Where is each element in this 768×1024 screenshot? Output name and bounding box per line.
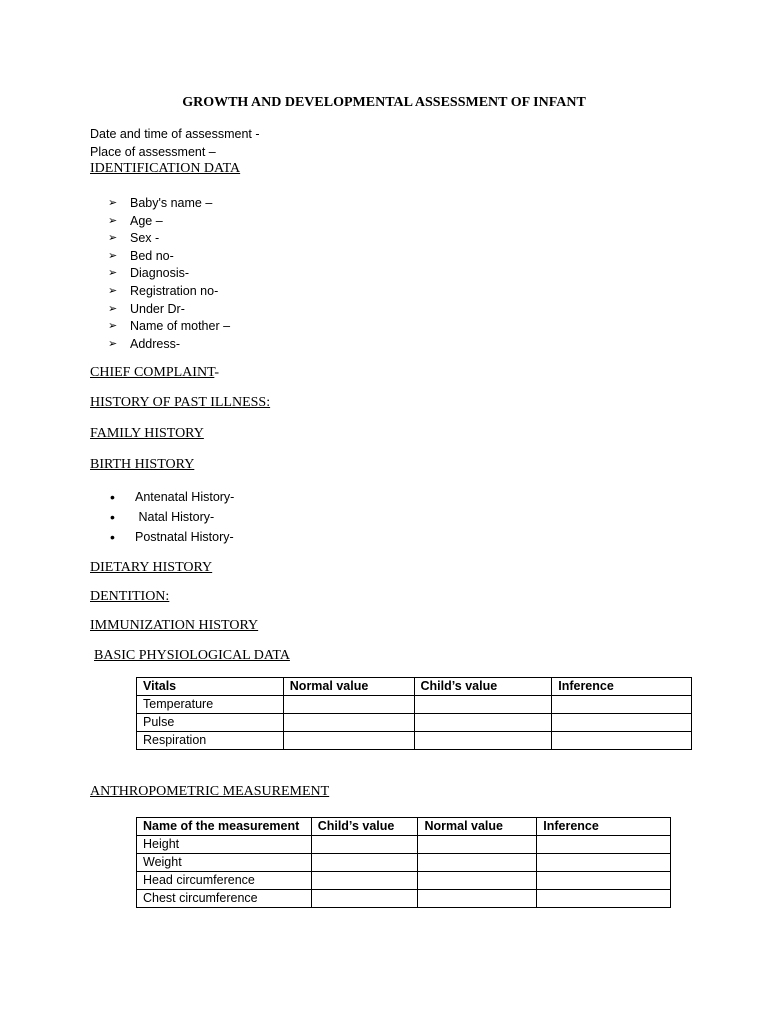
bullet-dot-icon: •	[110, 509, 115, 525]
list-item: ➢ Baby's name –	[108, 195, 230, 213]
table-cell	[311, 872, 418, 890]
table-cell	[537, 836, 671, 854]
list-item: • Postnatal History-	[110, 529, 234, 545]
table-cell	[283, 696, 414, 714]
family-history-heading: FAMILY HISTORY	[90, 426, 204, 441]
list-item: ➢ Bed no-	[108, 248, 230, 266]
table-header-row	[137, 678, 692, 696]
arrow-bullet-icon: ➢	[108, 249, 118, 262]
bullet-dot-icon: •	[110, 529, 115, 545]
chief-complaint-heading: CHIEF COMPLAINT-	[90, 365, 220, 380]
immunization-heading: IMMUNIZATION HISTORY	[90, 618, 259, 633]
arrow-bullet-icon: ➢	[108, 232, 118, 245]
table-cell	[414, 714, 552, 732]
table-cell	[418, 890, 537, 908]
basic-physiological-heading: BASIC PHYSIOLOGICAL DATA	[94, 648, 290, 663]
table-cell: Head circumference	[137, 872, 312, 890]
table-cell	[418, 872, 537, 890]
table-cell	[418, 836, 537, 854]
arrow-bullet-icon: ➢	[108, 320, 118, 333]
table-row	[137, 714, 692, 732]
table-row	[137, 732, 692, 750]
birth-history-list	[110, 487, 234, 547]
anthropometric-table	[136, 817, 671, 908]
table-cell	[283, 732, 414, 750]
table-cell	[414, 696, 552, 714]
table-cell: Height	[137, 836, 312, 854]
table-cell: Respiration	[137, 732, 284, 750]
table-header-cell: Vitals	[137, 678, 284, 696]
table-cell: Temperature	[137, 696, 284, 714]
arrow-bullet-icon: ➢	[108, 337, 118, 350]
dietary-history-heading: DIETARY HISTORY	[90, 560, 213, 575]
birth-history-heading: BIRTH HISTORY	[90, 457, 195, 472]
identification-heading: IDENTIFICATION DATA	[90, 161, 241, 176]
table-header-row	[137, 818, 671, 836]
table-cell	[311, 854, 418, 872]
list-item: ➢ Diagnosis-	[108, 265, 230, 283]
table-cell: Chest circumference	[137, 890, 312, 908]
arrow-bullet-icon: ➢	[108, 284, 118, 297]
table-cell	[552, 714, 692, 732]
table-header-cell: Normal value	[418, 818, 537, 836]
dentition-heading: DENTITION:	[90, 589, 170, 604]
list-item: ➢ Under Dr-	[108, 301, 230, 319]
list-item: ➢ Registration no-	[108, 283, 230, 301]
table-header-cell: Child’s value	[311, 818, 418, 836]
anthropometric-heading: ANTHROPOMETRIC MEASUREMENT	[90, 784, 330, 799]
table-cell	[552, 732, 692, 750]
table-header-cell: Normal value	[283, 678, 414, 696]
arrow-bullet-icon: ➢	[108, 302, 118, 315]
table-header-cell: Name of the measurement	[137, 818, 312, 836]
bullet-dot-icon: •	[110, 489, 115, 505]
list-item: ➢ Name of mother –	[108, 318, 230, 336]
table-cell	[537, 890, 671, 908]
table-cell	[537, 872, 671, 890]
page-title: GROWTH AND DEVELOPMENTAL ASSESSMENT OF INFANT	[182, 95, 586, 110]
past-illness-heading: HISTORY OF PAST ILLNESS:	[90, 395, 271, 410]
table-row	[137, 890, 671, 908]
table-cell	[311, 890, 418, 908]
table-cell	[552, 696, 692, 714]
identification-list	[108, 195, 230, 353]
table-header-cell: Child’s value	[414, 678, 552, 696]
arrow-bullet-icon: ➢	[108, 197, 118, 209]
table-row	[137, 696, 692, 714]
list-item: ➢ Sex -	[108, 230, 230, 248]
table-row	[137, 872, 671, 890]
table-cell	[311, 836, 418, 854]
table-row	[137, 836, 671, 854]
list-item: ➢ Age –	[108, 213, 230, 231]
arrow-bullet-icon: ➢	[108, 214, 118, 227]
place-label: Place of assessment –	[90, 145, 216, 159]
table-row	[137, 854, 671, 872]
table-cell	[537, 854, 671, 872]
vitals-table	[136, 677, 692, 750]
table-cell: Weight	[137, 854, 312, 872]
table-cell	[418, 854, 537, 872]
table-cell	[283, 714, 414, 732]
list-item: ➢ Address-	[108, 336, 230, 354]
table-cell: Pulse	[137, 714, 284, 732]
list-item: • Natal History-	[110, 509, 215, 525]
table-header-cell: Inference	[537, 818, 671, 836]
date-time-label: Date and time of assessment -	[90, 127, 260, 141]
table-cell	[414, 732, 552, 750]
table-header-cell: Inference	[552, 678, 692, 696]
list-item: • Antenatal History-	[110, 489, 235, 505]
arrow-bullet-icon: ➢	[108, 267, 118, 280]
